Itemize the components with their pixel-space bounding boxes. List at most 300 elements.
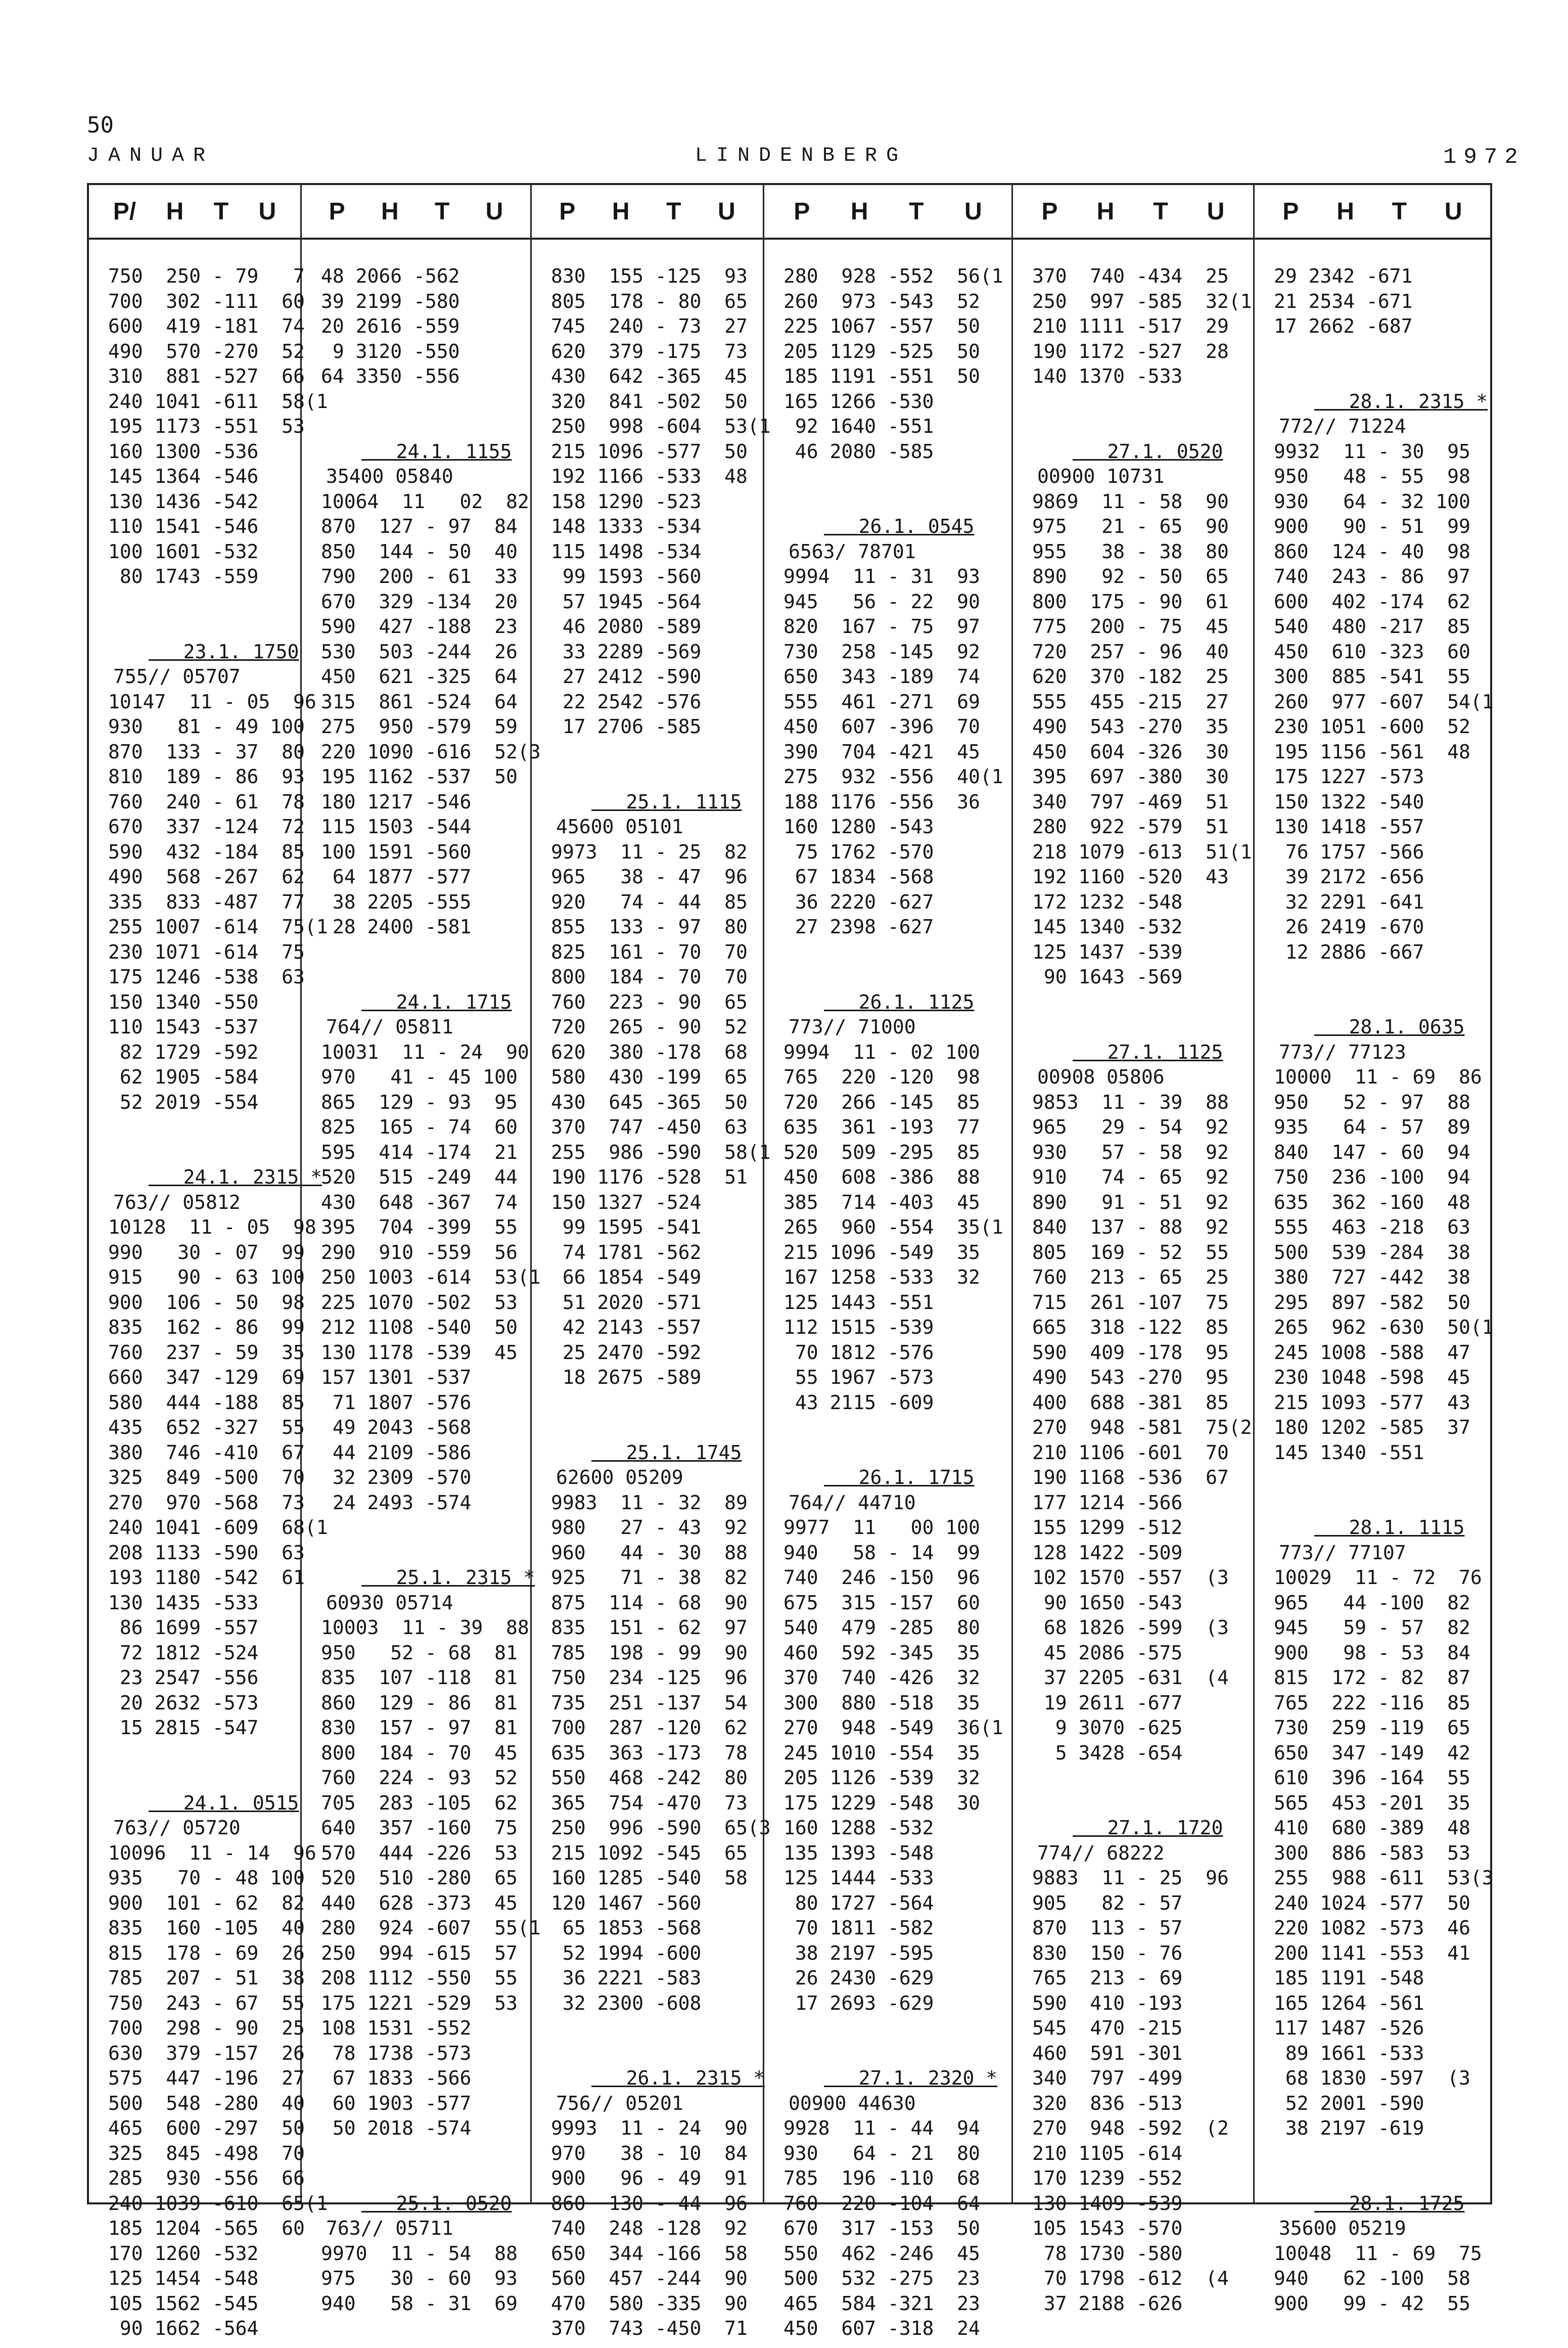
data-row: 250 997 -585 32(1 (1032, 290, 1252, 312)
station-code-line: 774// 68222 (1037, 1841, 1165, 1864)
data-row: 370 740 -434 25 (1032, 265, 1229, 287)
data-row: 600 402 -174 62 (1274, 590, 1470, 613)
column-header-label: U (1444, 198, 1462, 225)
data-row: 600 419 -181 74 (108, 315, 305, 337)
data-row: 490 543 -270 35 (1032, 715, 1229, 738)
data-row: 370 740 -426 32 (783, 1666, 980, 1689)
data-row: 145 1340 -551 (1274, 1441, 1424, 1464)
data-row: 165 1264 -561 (1274, 1992, 1424, 2014)
data-row: 70 1798 -612 (4 (1032, 2267, 1229, 2289)
data-row: 108 1531 -552 (321, 2017, 472, 2039)
data-row: 39 2199 -580 (321, 290, 460, 312)
data-row: 500 532 -275 23 (783, 2267, 980, 2289)
data-row: 32 2300 -608 (551, 1992, 702, 2014)
column-header-label: T (213, 198, 229, 225)
spacer-line (321, 1541, 530, 1566)
sounding-time-heading: 26.1. 0545 (824, 515, 975, 537)
sounding-time-heading: 25.1. 2315 * (361, 1566, 535, 1589)
data-row: 810 189 - 86 93 (108, 765, 305, 788)
data-row: 740 243 - 86 97 (1274, 565, 1470, 588)
data-row: 192 1166 -533 48 (551, 465, 748, 487)
data-row: 20 2632 -573 (108, 1691, 259, 1714)
column-body (532, 240, 771, 2341)
data-row: 125 1444 -533 (783, 1867, 934, 1889)
data-row: 590 410 -193 (1032, 1992, 1183, 2014)
data-row: 815 178 - 69 26 (108, 1941, 305, 1964)
data-row: 82 1729 -592 (108, 1041, 259, 1063)
data-row: 950 48 - 55 98 (1274, 465, 1470, 487)
data-row: 320 836 -513 (1032, 2092, 1183, 2114)
data-row: 210 1105 -614 (1032, 2142, 1183, 2164)
data-row: 188 1176 -556 36 (783, 790, 980, 813)
data-row: 900 106 - 50 98 (108, 1291, 305, 1314)
data-row: 390 704 -421 45 (783, 740, 980, 763)
data-row: 370 743 -450 71 (551, 2317, 748, 2339)
data-row: 580 444 -188 85 (108, 1391, 305, 1414)
data-row: 78 1730 -580 (1032, 2242, 1183, 2265)
station-code-line: 764// 44710 (789, 1491, 916, 1514)
column-header-label: H (166, 198, 184, 225)
data-row: 905 82 - 57 (1032, 1891, 1183, 1914)
data-row: 9970 11 - 54 88 (321, 2242, 518, 2265)
data-row: 850 144 - 50 40 (321, 540, 518, 563)
data-row: 565 453 -201 35 (1274, 1791, 1470, 1814)
data-row: 9993 11 - 24 90 (551, 2117, 748, 2139)
data-row: 218 1079 -613 51(1 (1032, 840, 1252, 863)
data-row: 730 258 -145 92 (783, 640, 980, 663)
data-row: 36 2221 -583 (551, 1967, 702, 1989)
data-row: 64 3350 -556 (321, 365, 460, 387)
data-row: 440 628 -373 45 (321, 1891, 518, 1914)
data-row: 265 960 -554 35(1 (783, 1216, 1003, 1238)
data-row: 280 928 -552 56(1 (783, 265, 1003, 287)
data-row: 295 897 -582 50 (1274, 1291, 1470, 1314)
data-row: 620 370 -182 25 (1032, 665, 1229, 688)
table-column-4 (764, 185, 1013, 2339)
data-row: 785 207 - 51 38 (108, 1967, 305, 1989)
data-row: 112 1515 -539 (783, 1316, 934, 1338)
data-row: 9869 11 - 58 90 (1032, 490, 1229, 513)
month-header: JANUAR (87, 145, 215, 167)
data-row: 280 924 -607 55(1 (321, 1917, 541, 1939)
data-row: 66 1854 -549 (551, 1266, 702, 1288)
data-row: 715 261 -107 75 (1032, 1291, 1229, 1314)
data-row: 700 302 -111 60 (108, 290, 305, 312)
data-row: 870 133 - 37 80 (108, 740, 305, 763)
data-row: 70 1812 -576 (783, 1341, 934, 1364)
data-row: 970 38 - 10 84 (551, 2142, 748, 2164)
table-column-6 (1255, 185, 1494, 2315)
data-row: 975 30 - 60 93 (321, 2267, 518, 2289)
spacer-line (783, 2041, 1011, 2066)
data-row: 99 1593 -560 (551, 565, 702, 588)
spacer-line (321, 414, 530, 439)
data-row: 9 3120 -550 (321, 340, 460, 363)
data-row: 450 607 -396 70 (783, 715, 980, 738)
data-row: 165 1266 -530 (783, 390, 934, 413)
data-row: 250 1003 -614 53(1 (321, 1266, 541, 1288)
data-row: 160 1280 -543 (783, 816, 934, 838)
data-row: 89 1661 -533 (1274, 2042, 1424, 2064)
data-row: 930 57 - 58 92 (1032, 1141, 1229, 1163)
data-row: 255 1007 -614 75(1 (108, 916, 328, 938)
data-row: 245 1010 -554 35 (783, 1741, 980, 1764)
data-row: 270 948 -549 36(1 (783, 1717, 1003, 1739)
data-row: 215 1093 -577 43 (1274, 1391, 1470, 1414)
data-row: 900 99 - 42 55 (1274, 2292, 1470, 2315)
data-row: 195 1156 -561 48 (1274, 740, 1470, 763)
spacer-line (1032, 414, 1253, 439)
column-header (1255, 185, 1490, 240)
data-row: 915 90 - 63 100 (108, 1266, 305, 1288)
data-row: 635 363 -173 78 (551, 1741, 748, 1764)
station-code-line: 755// 05707 (113, 665, 241, 688)
data-row: 750 250 - 79 7 (108, 265, 305, 287)
data-row: 650 344 -166 58 (551, 2242, 748, 2265)
data-row: 10147 11 - 05 96 (108, 690, 316, 713)
data-row: 670 317 -153 50 (783, 2217, 980, 2239)
spacer-line (783, 940, 1011, 965)
data-row: 38 2205 -555 (321, 890, 472, 913)
column-body (302, 240, 541, 2316)
spacer-line (783, 2016, 1011, 2041)
data-row: 760 223 - 90 65 (551, 990, 748, 1013)
data-row: 830 157 - 97 81 (321, 1717, 518, 1739)
data-row: 150 1322 -540 (1274, 790, 1424, 813)
data-row: 75 1762 -570 (783, 840, 934, 863)
data-row: 155 1299 -512 (1032, 1516, 1183, 1539)
data-row: 660 347 -129 69 (108, 1366, 305, 1388)
data-row: 15 2815 -547 (108, 1717, 259, 1739)
data-row: 175 1221 -529 53 (321, 1992, 518, 2014)
data-row: 380 727 -442 38 (1274, 1266, 1470, 1288)
data-row: 825 161 - 70 70 (551, 940, 748, 963)
data-row: 200 1141 -553 41 (1274, 1941, 1470, 1964)
spacer-line (108, 614, 300, 640)
data-row: 650 347 -149 42 (1274, 1741, 1470, 1764)
data-row: 78 1738 -573 (321, 2042, 472, 2064)
data-row: 575 447 -196 27 (108, 2067, 305, 2089)
data-row: 785 198 - 99 90 (551, 1641, 748, 1664)
data-row: 10128 11 - 05 98 (108, 1216, 316, 1238)
station-code-line: 60930 05714 (326, 1591, 453, 1614)
station-code-line: 35600 05219 (1279, 2217, 1406, 2239)
spacer-line (783, 489, 1011, 515)
sounding-time-heading: 28.1. 0635 (1314, 1016, 1465, 1038)
column-header-label: H (612, 198, 630, 225)
data-row: 250 994 -615 57 (321, 1941, 518, 1964)
data-row: 630 379 -157 26 (108, 2042, 305, 2064)
data-row: 590 427 -188 23 (321, 615, 518, 638)
data-row: 860 130 - 44 96 (551, 2192, 748, 2215)
sounding-time-heading: 27.1. 0520 (1073, 440, 1223, 463)
data-row: 57 1945 -564 (551, 590, 702, 613)
data-row: 930 81 - 49 100 (108, 715, 305, 738)
data-row: 158 1290 -523 (551, 490, 702, 513)
data-row: 160 1288 -532 (783, 1817, 934, 1839)
data-row: 840 137 - 88 92 (1032, 1216, 1229, 1238)
data-row: 835 162 - 86 99 (108, 1316, 305, 1338)
data-row: 157 1301 -537 (321, 1366, 472, 1388)
spacer-line (108, 1140, 300, 1165)
data-row: 190 1176 -528 51 (551, 1166, 748, 1188)
data-row: 24 2493 -574 (321, 1491, 472, 1514)
data-row: 340 797 -499 (1032, 2067, 1183, 2089)
column-header (302, 185, 530, 240)
data-row: 255 986 -590 58(1 (551, 1141, 771, 1163)
data-row: 52 1994 -600 (551, 1941, 702, 1964)
data-row: 240 1039 -610 65(1 (108, 2192, 328, 2215)
data-row: 930 64 - 32 100 (1274, 490, 1470, 513)
data-row: 890 91 - 51 92 (1032, 1191, 1229, 1213)
spacer-line (551, 740, 763, 765)
data-row: 220 1082 -573 46 (1274, 1917, 1470, 1939)
data-row: 9994 11 - 02 100 (783, 1041, 980, 1063)
spacer-line (1032, 990, 1253, 1015)
data-row: 9928 11 - 44 94 (783, 2117, 980, 2139)
spacer-line (108, 590, 300, 615)
data-row: 100 1601 -532 (108, 540, 259, 563)
data-row: 635 361 -193 77 (783, 1116, 980, 1138)
data-row: 640 357 -160 75 (321, 1817, 518, 1839)
sounding-time-heading: 24.1. 2315 * (149, 1166, 322, 1188)
data-row: 38 2197 -595 (783, 1941, 934, 1964)
data-row: 27 2412 -590 (551, 665, 702, 688)
data-row: 175 1227 -573 (1274, 765, 1424, 788)
data-row: 180 1202 -585 37 (1274, 1416, 1470, 1438)
data-row: 68 1826 -599 (3 (1032, 1616, 1229, 1639)
page-number: 50 (87, 112, 114, 138)
data-row: 195 1173 -551 53 (108, 415, 305, 437)
year-header: 1972 (1443, 145, 1525, 170)
data-row: 140 1370 -533 (1032, 365, 1183, 387)
data-row: 190 1168 -536 67 (1032, 1466, 1229, 1488)
spacer-line (1032, 389, 1253, 415)
column-header (89, 185, 300, 240)
data-row: 260 973 -543 52 (783, 290, 980, 312)
data-row: 815 172 - 82 87 (1274, 1666, 1470, 1689)
data-row: 10000 11 - 69 86 (1274, 1066, 1482, 1088)
data-row: 395 697 -380 30 (1032, 765, 1229, 788)
data-row: 150 1327 -524 (551, 1191, 702, 1213)
sounding-time-heading: 25.1. 1115 (591, 790, 742, 813)
data-row: 38 2197 -619 (1274, 2117, 1424, 2139)
data-row: 805 169 - 52 55 (1032, 1241, 1229, 1263)
data-row: 240 1041 -611 58(1 (108, 390, 328, 413)
data-row: 325 849 -500 70 (108, 1466, 305, 1488)
data-row: 20 2616 -559 (321, 315, 460, 337)
data-row: 310 881 -527 66 (108, 365, 305, 387)
spacer-line (551, 1415, 763, 1440)
column-header-label: H (1336, 198, 1354, 225)
column-header (764, 185, 1011, 240)
data-row: 275 932 -556 40(1 (783, 765, 1003, 788)
data-row: 460 592 -345 35 (783, 1641, 980, 1664)
data-row: 240 1024 -577 50 (1274, 1891, 1470, 1914)
spacer-line (1274, 990, 1490, 1015)
data-row: 170 1239 -552 (1032, 2167, 1183, 2189)
data-row: 490 568 -267 62 (108, 866, 305, 888)
data-row: 99 1595 -541 (551, 1216, 702, 1238)
data-row: 130 1435 -533 (108, 1591, 259, 1614)
data-row: 17 2706 -585 (551, 715, 702, 738)
data-row: 26 2419 -670 (1274, 916, 1424, 938)
data-row: 835 107 -118 81 (321, 1666, 518, 1689)
data-row: 760 237 - 59 35 (108, 1341, 305, 1364)
spacer-line (108, 1115, 300, 1140)
data-row: 370 747 -450 63 (551, 1116, 748, 1138)
spacer-line (108, 1741, 300, 1766)
spacer-line (321, 2141, 530, 2166)
data-row: 32 2291 -641 (1274, 890, 1424, 913)
station-code-line: 773// 71000 (789, 1016, 916, 1038)
data-row: 800 184 - 70 70 (551, 966, 748, 988)
data-row: 48 2066 -562 (321, 265, 460, 287)
data-row: 740 248 -128 92 (551, 2217, 748, 2239)
data-row: 300 880 -518 35 (783, 1691, 980, 1714)
sounding-time-heading: 27.1. 1125 (1073, 1041, 1223, 1063)
data-row: 500 539 -284 38 (1274, 1241, 1470, 1263)
data-row: 22 2542 -576 (551, 690, 702, 713)
data-row: 100 1591 -560 (321, 840, 472, 863)
station-code-line: 62600 05209 (556, 1466, 683, 1488)
data-row: 70 1811 -582 (783, 1917, 934, 1939)
data-row: 930 64 - 21 80 (783, 2142, 980, 2164)
column-header-label: P (559, 198, 576, 225)
station-code-line: 763// 05812 (113, 1191, 241, 1213)
column-header-label: H (1096, 198, 1115, 225)
data-row: 68 1830 -597 (3 (1274, 2067, 1470, 2089)
data-row: 76 1757 -566 (1274, 840, 1424, 863)
data-row: 10029 11 - 72 76 (1274, 1566, 1482, 1589)
column-header (1013, 185, 1253, 240)
station-code-line: 45600 05101 (556, 816, 683, 838)
sounding-time-heading: 26.1. 2315 * (591, 2067, 765, 2089)
data-row: 945 56 - 22 90 (783, 590, 980, 613)
column-header-label: U (964, 198, 982, 225)
column-header-label: T (1153, 198, 1168, 225)
data-row: 208 1112 -550 55 (321, 1967, 518, 1989)
data-row: 44 2109 -586 (321, 1441, 472, 1464)
data-row: 130 1436 -542 (108, 490, 259, 513)
data-row: 225 1070 -502 53 (321, 1291, 518, 1314)
data-row: 580 430 -199 65 (551, 1066, 748, 1088)
data-row: 212 1108 -540 50 (321, 1316, 518, 1338)
station-code-line: 773// 77107 (1279, 1541, 1406, 1564)
data-row: 520 515 -249 44 (321, 1166, 518, 1188)
data-row: 540 480 -217 85 (1274, 615, 1470, 638)
data-row: 720 266 -145 85 (783, 1091, 980, 1113)
data-row: 520 510 -280 65 (321, 1867, 518, 1889)
data-row: 950 52 - 68 81 (321, 1641, 518, 1664)
station-code-line: 764// 05811 (326, 1016, 453, 1038)
column-header-label: P (329, 198, 345, 225)
data-row: 65 1853 -568 (551, 1917, 702, 1939)
data-row: 555 461 -271 69 (783, 690, 980, 713)
data-row: 835 160 -105 40 (108, 1917, 305, 1939)
station-code-line: 6563/ 78701 (789, 540, 916, 563)
data-row: 490 570 -270 52 (108, 340, 305, 363)
data-row: 250 998 -604 53(1 (551, 415, 771, 437)
data-row: 870 127 - 97 84 (321, 515, 518, 537)
data-row: 135 1393 -548 (783, 1841, 934, 1864)
data-row: 990 30 - 07 99 (108, 1241, 305, 1263)
station-code-line: 00900 44630 (789, 2092, 916, 2114)
data-row: 230 1071 -614 75 (108, 940, 305, 963)
data-row: 193 1180 -542 61 (108, 1566, 305, 1589)
data-row: 825 165 - 74 60 (321, 1116, 518, 1138)
data-row: 71 1807 -576 (321, 1391, 472, 1414)
data-row: 720 257 - 96 40 (1032, 640, 1229, 663)
data-row: 10031 11 - 24 90 (321, 1041, 529, 1063)
data-row: 23 2547 -556 (108, 1666, 259, 1689)
data-row: 470 580 -335 90 (551, 2292, 748, 2315)
data-row: 192 1160 -520 43 (1032, 866, 1229, 888)
data-row: 28 2400 -581 (321, 916, 472, 938)
data-row: 105 1543 -570 (1032, 2217, 1183, 2239)
column-header-label: U (718, 198, 735, 225)
sounding-time-heading: 26.1. 1715 (824, 1466, 975, 1488)
data-row: 490 543 -270 95 (1032, 1366, 1229, 1388)
data-row: 5 3428 -654 (1032, 1741, 1183, 1764)
data-row: 52 2001 -590 (1274, 2092, 1424, 2114)
data-row: 46 2080 -585 (783, 440, 934, 463)
data-row: 72 1812 -524 (108, 1641, 259, 1664)
station-code-line: 763// 05711 (326, 2217, 453, 2239)
column-header-label: P (794, 198, 810, 225)
data-row: 900 90 - 51 99 (1274, 515, 1470, 537)
station-code-line: 00900 10731 (1037, 465, 1165, 487)
data-row: 115 1503 -544 (321, 816, 472, 838)
data-row: 775 200 - 75 45 (1032, 615, 1229, 638)
data-row: 210 1111 -517 29 (1032, 315, 1229, 337)
data-row: 46 2080 -589 (551, 615, 702, 638)
column-header-label: T (666, 198, 681, 225)
data-row: 19 2611 -677 (1032, 1691, 1183, 1714)
data-row: 220 1090 -616 52(3 (321, 740, 541, 763)
data-row: 67 1834 -568 (783, 866, 934, 888)
data-row: 10096 11 - 14 96 (108, 1841, 316, 1864)
data-row: 18 2675 -589 (551, 1366, 702, 1388)
data-row: 450 604 -326 30 (1032, 740, 1229, 763)
data-row: 49 2043 -568 (321, 1416, 472, 1438)
data-row: 450 621 -325 64 (321, 665, 518, 688)
spacer-line (321, 1515, 530, 1541)
data-row: 27 2398 -627 (783, 916, 934, 938)
data-row: 215 1096 -549 35 (783, 1241, 980, 1263)
data-row: 9994 11 - 31 93 (783, 565, 980, 588)
data-row: 90 1643 -569 (1032, 966, 1183, 988)
column-header-label: U (1207, 198, 1225, 225)
data-row: 670 337 -124 72 (108, 816, 305, 838)
data-row: 830 155 -125 93 (551, 265, 748, 287)
data-row: 175 1229 -548 30 (783, 1791, 980, 1814)
data-row: 290 910 -559 56 (321, 1241, 518, 1263)
data-row: 935 64 - 57 89 (1274, 1116, 1470, 1138)
data-row: 450 610 -323 60 (1274, 640, 1470, 663)
data-row: 965 29 - 54 92 (1032, 1116, 1229, 1138)
data-row: 280 922 -579 51 (1032, 816, 1229, 838)
data-row: 590 409 -178 95 (1032, 1341, 1229, 1364)
column-body (764, 240, 1011, 2341)
data-row: 177 1214 -566 (1032, 1491, 1183, 1514)
data-row: 670 329 -134 20 (321, 590, 518, 613)
data-row: 730 259 -119 65 (1274, 1717, 1470, 1739)
data-row: 10064 11 02 82 (321, 490, 529, 513)
data-row: 465 600 -297 50 (108, 2117, 305, 2139)
data-row: 270 948 -592 (2 (1032, 2117, 1229, 2139)
data-row: 860 124 - 40 98 (1274, 540, 1470, 563)
